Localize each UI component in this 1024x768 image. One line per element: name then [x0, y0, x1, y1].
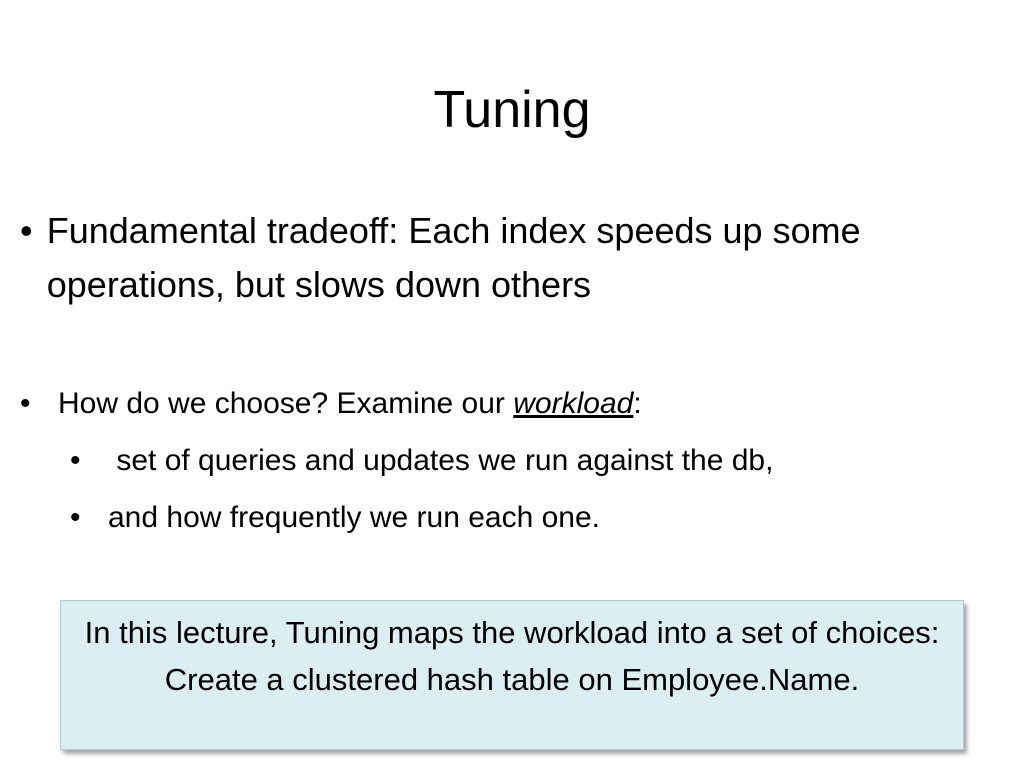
sub-bullet-queries: [70, 441, 1000, 481]
sub-bullet-frequency: [70, 498, 1000, 538]
slide-title: Tuning: [433, 81, 591, 139]
bullet-dot: •: [20, 210, 33, 251]
bullet-tradeoff-text: Fundamental tradeoff: Each index speeds up some operations, but slows down others: [46, 210, 861, 305]
bullet-dot: •: [70, 501, 81, 534]
sub-bullet-frequency-text: and how frequently we run each one.: [108, 501, 600, 534]
bullet-choose: [20, 384, 1010, 424]
workload-keyword: workload: [513, 387, 634, 420]
bullet-tradeoff: [20, 204, 1010, 312]
sub-bullet-queries-text: set of queries and updates we run against the db,: [108, 444, 774, 477]
bullet-choose-text: [58, 384, 642, 424]
bullet-choose-colon: :: [633, 387, 642, 420]
bullet-dot: •: [70, 444, 81, 477]
bullet-dot: •: [20, 387, 31, 420]
callout-box: In this lecture, Tuning maps the workload into a set of choices: Create a clustered hash table on Employee.Name.: [60, 600, 964, 750]
bullet-choose-lead: How do we choose? Examine our: [58, 387, 514, 420]
